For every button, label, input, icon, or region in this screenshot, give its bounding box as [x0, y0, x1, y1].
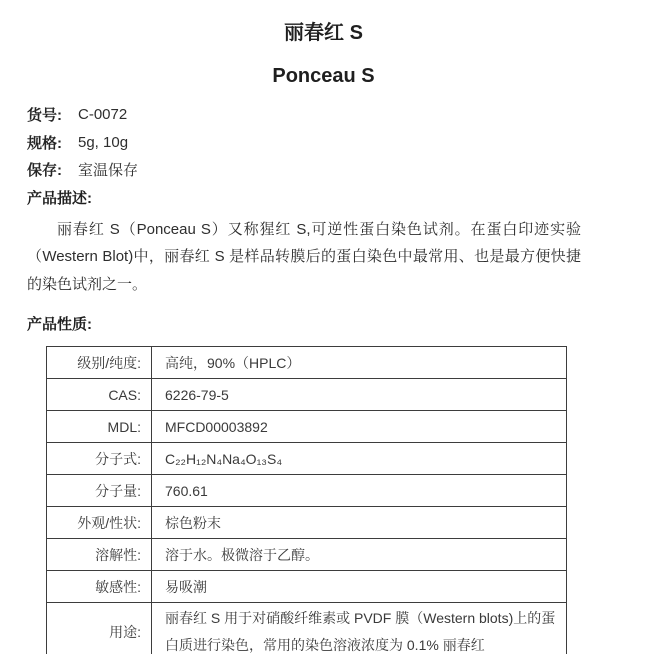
table-row-sensitivity: [47, 571, 567, 603]
molweight-label-cell: 分子量:: [47, 475, 152, 507]
catalog-number-value: C-0072: [78, 106, 128, 124]
usage-value-cell: 丽春红 S 用于对硝酸纤维素或 PVDF 膜（Western blots)上的蛋白质进行染色，常用的染色溶液浓度为 0.1% 丽春红: [152, 603, 567, 654]
usage-label-cell: 用途:: [47, 603, 152, 654]
table-row-appearance: [47, 507, 567, 539]
product-info-list: [27, 101, 647, 184]
table-row-usage: [47, 603, 567, 654]
cas-value-cell: 6226-79-5: [152, 379, 567, 411]
appearance-label-cell: 外观/性状:: [47, 507, 152, 539]
cas-label-cell: CAS:: [47, 379, 152, 411]
catalog-number-row: [27, 101, 647, 129]
properties-table: [46, 346, 567, 654]
grade-label-cell: 级别/纯度:: [47, 347, 152, 379]
description-heading: 产品描述:: [27, 189, 92, 207]
specification-label: 规格:: [27, 134, 62, 152]
mdl-value-cell: MFCD00003892: [152, 411, 567, 443]
description-paragraph: 丽春红 S（Ponceau S）又称猩红 S,可逆性蛋白染色试剂。在蛋白印迹实验（Western Blot)中，丽春红 S 是样品转膜后的蛋白染色中最常用、也是最方便快捷的染色试剂之一。: [27, 220, 581, 293]
product-title-en: Ponceau S: [272, 65, 375, 87]
product-title-zh: 丽春红 S: [284, 22, 363, 44]
grade-value-cell: 高纯，90%（HPLC）: [152, 347, 567, 379]
specification-value: 5g, 10g: [78, 133, 129, 151]
table-row-cas: [47, 379, 567, 411]
table-row-solubility: [47, 539, 567, 571]
table-row-mdl: [47, 411, 567, 443]
specification-row: [27, 129, 647, 157]
solubility-value-cell: 溶于水。极微溶于乙醇。: [152, 539, 567, 571]
formula-value-cell: C₂₂H₁₂N₄Na₄O₁₃S₄: [152, 443, 567, 475]
appearance-value-cell: 棕色粉末: [152, 507, 567, 539]
molweight-value-cell: 760.61: [152, 475, 567, 507]
sensitivity-label-cell: 敏感性:: [47, 571, 152, 603]
storage-row: [27, 156, 647, 184]
table-row-grade: [47, 347, 567, 379]
table-row-molweight: [47, 475, 567, 507]
solubility-label-cell: 溶解性:: [47, 539, 152, 571]
sensitivity-value-cell: 易吸潮: [152, 571, 567, 603]
properties-heading: 产品性质:: [27, 316, 92, 333]
mdl-label-cell: MDL:: [47, 411, 152, 443]
storage-value: 室温保存: [78, 162, 139, 180]
table-row-formula: [47, 443, 567, 475]
catalog-number-label: 货号:: [27, 107, 62, 125]
formula-label-cell: 分子式:: [47, 443, 152, 475]
storage-label: 保存:: [27, 162, 62, 180]
